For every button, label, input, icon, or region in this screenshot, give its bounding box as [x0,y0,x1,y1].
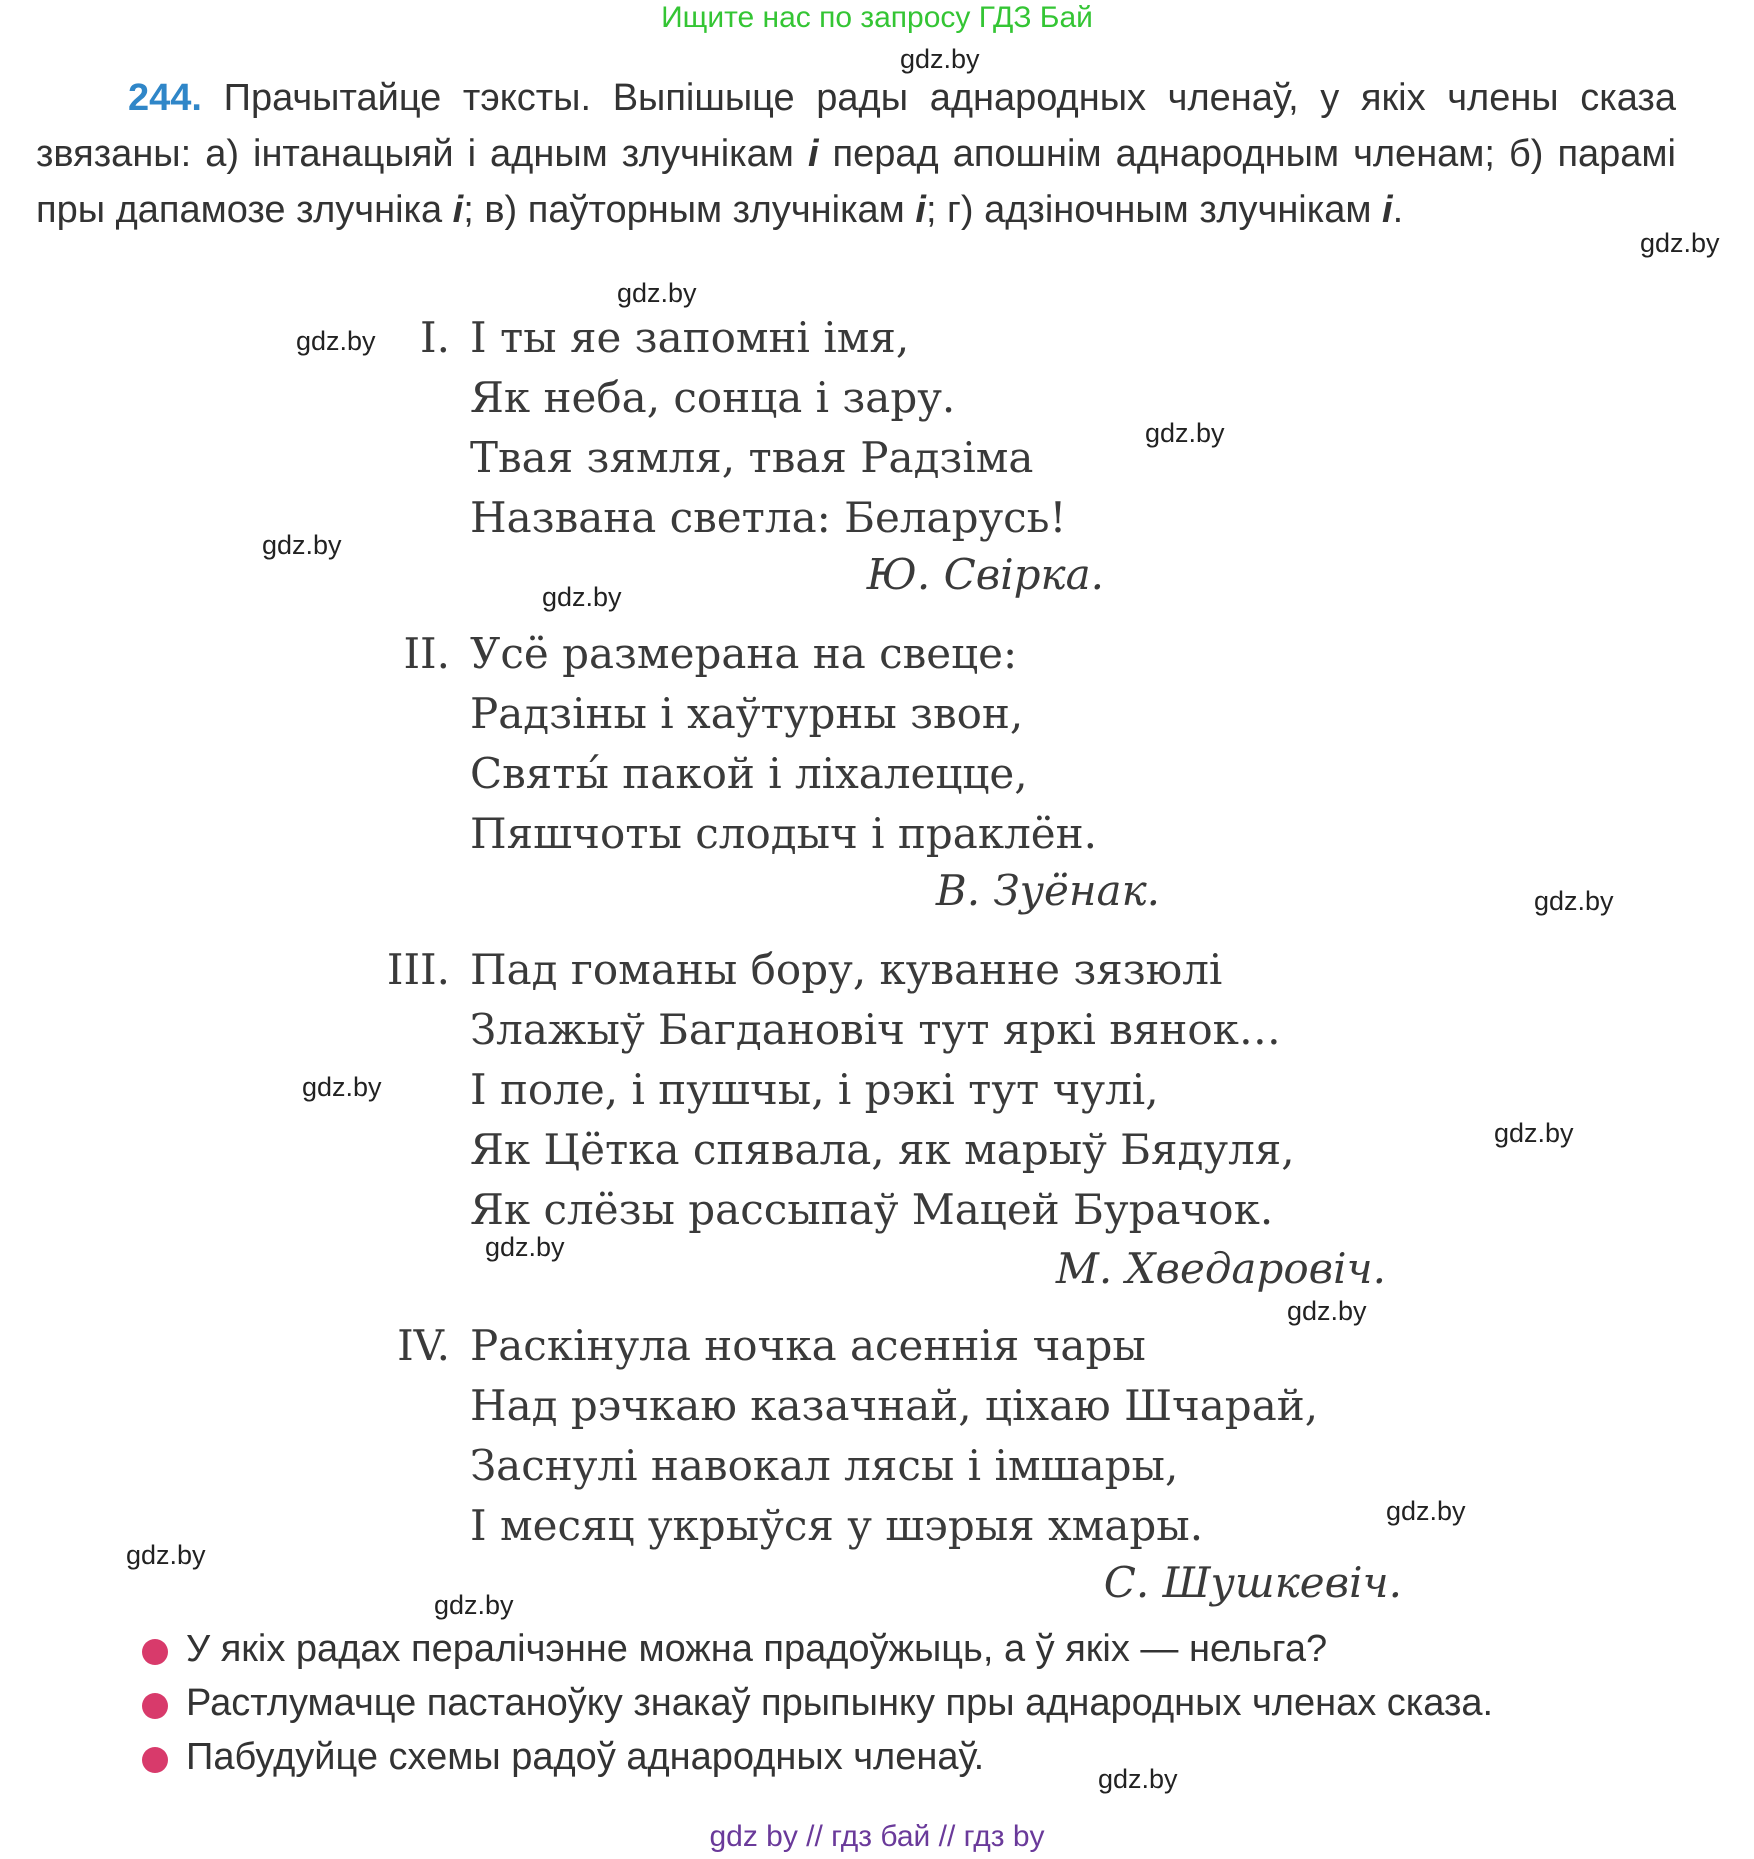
watermark: gdz.by [542,582,622,612]
poem-line: Святы́ пакой і ліхалецце, [470,749,1028,798]
watermark: gdz.by [900,44,980,74]
watermark: gdz.by [617,278,697,308]
task-text: ; г) адзіночным злучнікам [925,189,1372,231]
bullet-icon [142,1747,168,1773]
poem-line: Пяшчоты слодыч і праклён. [470,809,1097,858]
task-text: . [1392,189,1404,231]
poem-line: Злажыў Багдановіч тут яркі вянок… [470,1005,1281,1054]
watermark: gdz.by [1534,886,1614,916]
task-text: перад апошнім аднародным членам; б) парамі пры дапамозе злучніка [36,133,1677,231]
watermark: gdz.by [434,1590,514,1620]
poem-line: І месяц укрыўся у шэрыя хмары. [470,1501,1204,1550]
poem-lines [470,940,1295,1240]
poem-line: Як Цётка спявала, як марыў Бядуля, [470,1125,1295,1174]
task-number: 244. [128,77,202,119]
watermark: gdz.by [262,530,342,560]
watermark: gdz.by [126,1540,206,1570]
poem-line: Як слёзы рассыпаў Мацей Бурачок. [470,1185,1274,1234]
poem-line: Як неба, сонца і зару. [470,373,956,422]
watermark: gdz.by [1098,1764,1178,1794]
poem-author: В. Зуёнак. [935,866,1160,915]
watermark: gdz.by [296,326,376,356]
poem-author: С. Шушкевіч. [1103,1558,1402,1607]
poem-author: М. Хведаровіч. [1055,1244,1386,1293]
conjunction: і [915,189,926,231]
watermark: gdz.by [302,1072,382,1102]
watermark: gdz.by [1494,1118,1574,1148]
watermark: gdz.by [1145,418,1225,448]
conjunction: і [807,133,819,175]
poem-line: Пад гоманы бору, куванне зязюлі [470,945,1223,994]
poem-line: Названа светла: Беларусь! [470,493,1067,542]
poem-line: Твая зямля, твая Радзіма [470,433,1034,482]
question-item [186,1736,984,1779]
poem-line: Над рэчкаю казачнай, ціхаю Шчарай, [470,1381,1319,1430]
poem-lines [470,308,1066,548]
conjunction: і [452,189,464,231]
poem-number: І. [420,313,450,362]
watermark: gdz.by [1287,1296,1367,1326]
question-text: У якіх радах пералічэнне можна прадоўжыць, а ў якіх — нельга? [186,1628,1328,1670]
poem-author: Ю. Свірка. [866,550,1104,599]
watermark: gdz.by [1640,228,1720,258]
poem-number: III. [386,945,450,994]
poem-number: II. [403,629,450,678]
poem-line: Раскінула ночка асеннія чары [470,1321,1146,1370]
poem-lines [470,1316,1318,1556]
task-statement [36,70,1676,238]
poem-lines [470,624,1097,864]
watermark: gdz.by [1386,1496,1466,1526]
footer-links: gdz by // гдз бай // гдз by [709,1820,1045,1853]
poem-line: Усё размерана на свеце: [470,629,1018,678]
question-item [186,1682,1493,1725]
question-text: Пабудуйце схемы радоў аднародных членаў. [186,1736,985,1778]
question-text: Растлумачце пастаноўку знакаў прыпынку пры аднародных членах сказа. [186,1682,1494,1724]
watermark: gdz.by [485,1232,565,1262]
poem-line: І ты яе запомні імя, [470,313,910,362]
bullet-icon [142,1639,168,1665]
poem-line: Радзіны і хаўтурны звон, [470,689,1024,738]
poem-line: І поле, і пушчы, і рэкі тут чулі, [470,1065,1159,1114]
task-text: ; в) паўторным злучнікам [463,189,905,231]
poem-number: IV. [397,1321,450,1370]
top-banner: Ищите нас по запросу ГДЗ Бай [661,1,1093,34]
bullet-icon [142,1693,168,1719]
question-item [186,1628,1327,1671]
poem-line: Заснулі навокал лясы і імшары, [470,1441,1179,1490]
conjunction: і [1382,189,1393,231]
task-text: Прачытайце тэксты. Выпішыце рады аднародных членаў, у якіх члены сказа звязаны: а) інтанацыяй і адным злучнікам [36,77,1676,175]
